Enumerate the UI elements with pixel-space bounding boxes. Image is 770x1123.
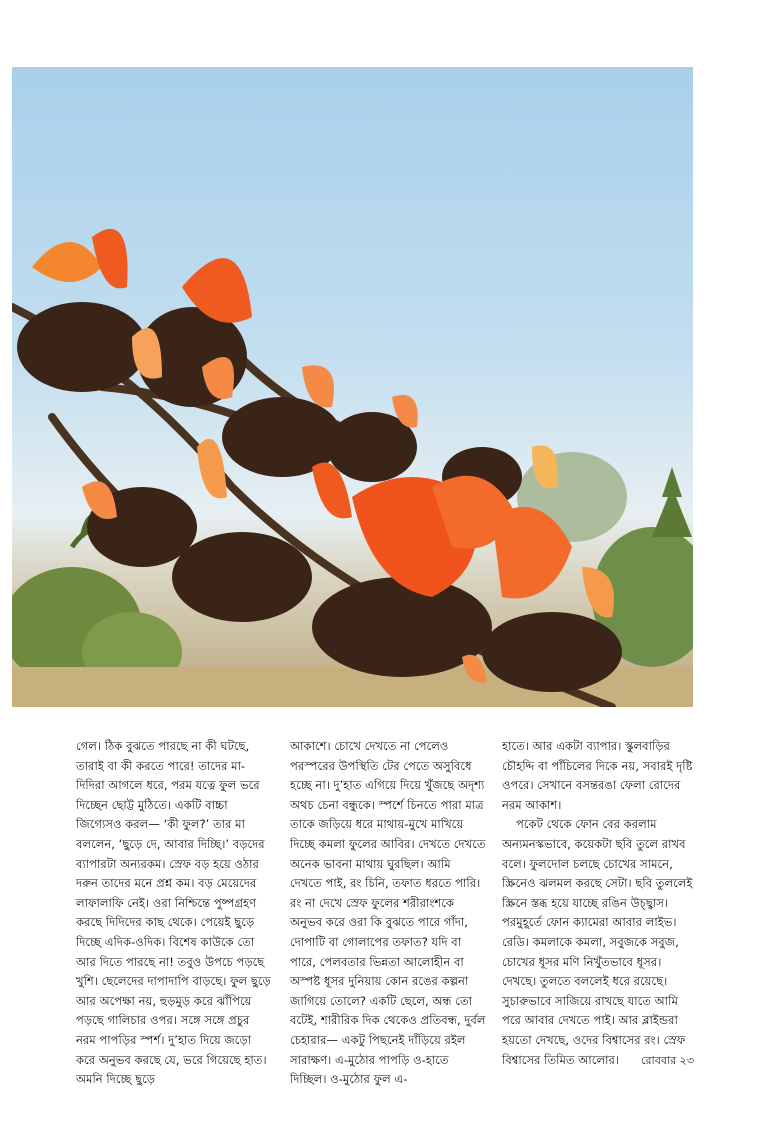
palash-flower-photo xyxy=(12,67,693,707)
article-column-3 xyxy=(502,737,698,1070)
article-column-2 xyxy=(290,737,486,1090)
article-paragraph: পকেট থেকে ফোন বের করলাম অন্যমনস্কভাবে, কয়েকটা ছবি তুলে রাখব বলে। ফুলদোল চলছে চোখের সামনে, স্ক্রিনেও ঝলমল করছে সেটা। ছবি তুললেই স্ক্রিনে স্তব্ধ হয়ে যাচ্ছে রঙিন উচ্ছ্বাস। পরমুহূর্তে ফোন ক্যামেরা আবার লাইভ। রেডি। কমলাকে কমলা, সবুজকে সবুজ, চোখের ধূসর মণি নিখুঁতভাবে ধূসর। দেখছে। তুলতে বললেই ধরে রয়েছে। সুচারুভাবে সাজিয়ে রাখছে যাতে আমি পরে আবার দেখতে পাই। আর ব্লাইন্ডরা হয়তো দেখছে, ওদের বিশ্বাসের রং। স্রেফ বিশ্বাসের তিমিত আলোর। xyxy=(502,817,693,1067)
flower-illustration xyxy=(12,67,693,707)
article-column-1 xyxy=(76,737,272,1090)
page-folio: রোববার ২৩ xyxy=(641,1054,694,1067)
article-paragraph: গেল। ঠিক বুঝতে পারছে না কী ঘটছে, তারাই বা কী করতে পারে! তাদের মা-দিদিরা আগলে ধরে, পরম যত্নে ফুল ভরে দিচ্ছেন ছোট্ট মুঠিতে। একটি বাচ্চা জিগ্যেসও করল— ‘কী ফুল?’ তার মা বললেন, ‘ছুড়ে দে, আবার দিচ্ছি।’ বড়দের ব্যাপারটা অন্যরকম। স্রেফ বড় হয়ে ওঠার দরুন তাদের মনে প্রশ্ন কম। বড় মেয়েদের লাফালাফি নেই। ওরা নিশ্চিন্তে পুষ্পগ্রহণ করছে দিদিদের কাছ থেকে। পেয়েই ছুড়ে দিচ্ছে এদিক-ওদিক। বিশেষ কাউকে তো আর দিতে পারছে না! তবুও উপচে পড়ছে খুশি। ছেলেদের দাপাদাপি বাড়ছে। ফুল ছুড়ে আর অপেক্ষা নয়, হুড়মুড় করে ঝাঁপিয়ে পড়ছে গালিচার ওপর। সঙ্গে সঙ্গে প্রচুর নরম পাপড়ির স্পর্শ। দু’হাত দিয়ে জড়ো করে অনুভব করছে যে, ভরে গিয়েছে হাত। অমনি দিচ্ছে ছুড়ে xyxy=(76,739,271,1087)
article-paragraph: আকাশে। চোখে দেখতে না পেলেও পরস্পরের উপস্থিতি টের পেতে অসুবিধে হচ্ছে না। দু’হাত এগিয়ে দিয়ে খুঁজছে অদৃশ্য অথচ চেনা বন্ধুকে। স্পর্শে চিনতে পারা মাত্র তাকে জড়িয়ে ধরে মাথায়-মুখে মাখিয়ে দিচ্ছে কমলা ফুলের আবির। দেখতে দেখতে অনেক ভাবনা মাথায় ঘুরছিল। আমি দেখতে পাই, রং চিনি, তফাত ধরতে পারি। রং না দেখে স্রেফ ফুলের শরীরাংশকে অনুভব করে ওরা কি বুঝতে পারে গাঁদা, দোপাটি বা গোলাপের তফাত? যদি বা পারে, পেলবতার ভিন্নতা আলোহীন বা অস্পষ্ট ধূসর দুনিয়ায় কোন রঙের কল্পনা জাগিয়ে তোলে? একটি ছেলে, অন্ধ তো বটেই, শারীরিক দিক থেকেও প্রতিবন্ধ, দুর্বল চেহারার— একটু পিছনেই দাঁড়িয়ে রইল সারাক্ষণ। এ-মুঠোর পাপড়ি ও-হাতে দিচ্ছিল। ও-মুঠোর ফুল এ- xyxy=(290,739,486,1087)
article-paragraph: হাতে। আর একটা ব্যাপার। স্কুলবাড়ির চৌহদ্দি বা পাঁচিলের দিকে নয়, সবারই দৃষ্টি ওপরে। সেখানে বসন্তরঙা ফেলা রোদের নরম আকাশ। xyxy=(502,739,693,812)
